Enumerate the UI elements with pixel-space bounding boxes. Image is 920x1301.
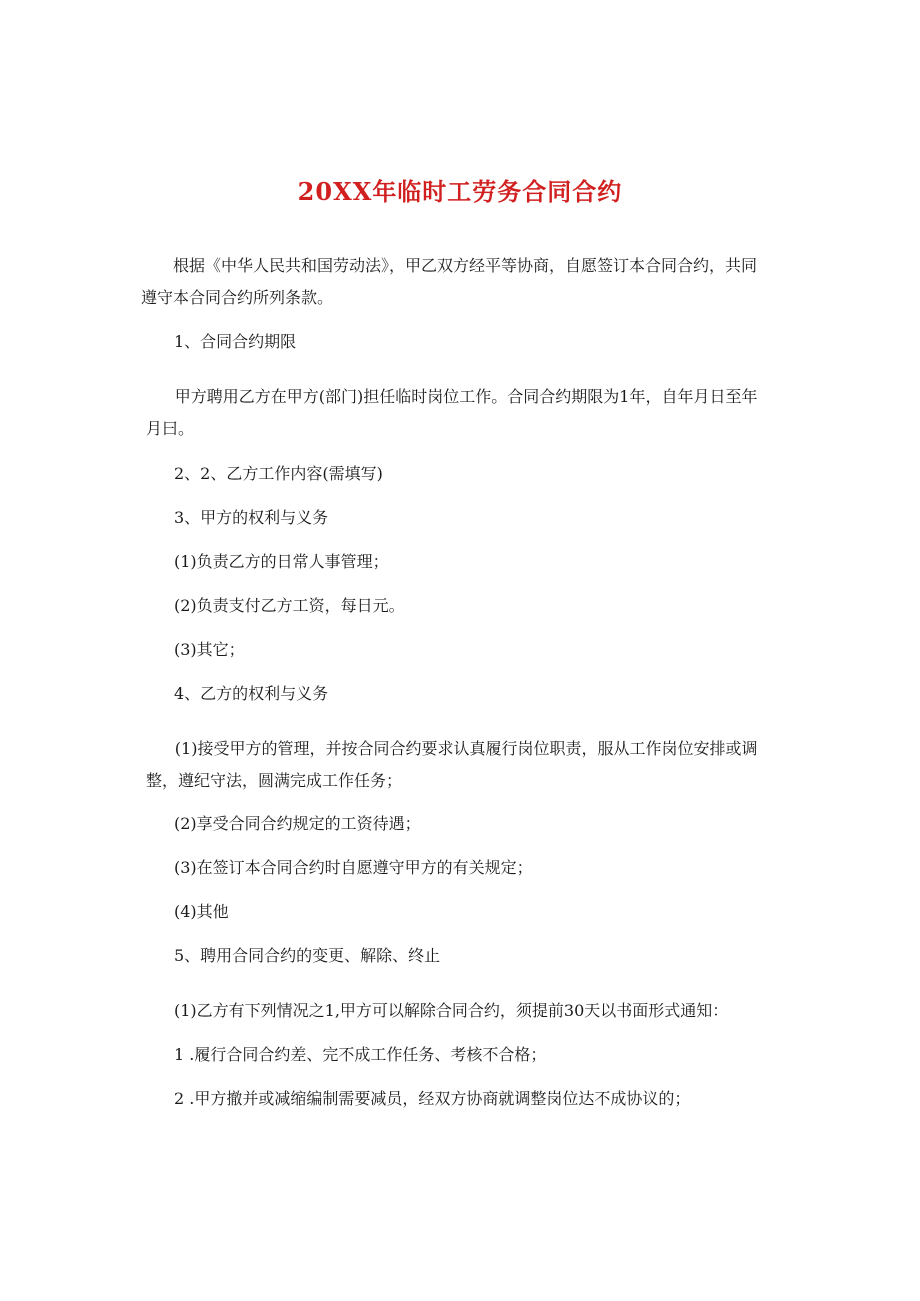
section1-text: 甲方聘用乙方在甲方(部门)担任临时岗位工作。合同合约期限为1年，自年月日至年月曰。 [146,387,758,438]
section1-heading: 1、合同合约期限 [174,332,297,351]
section5-heading: 5、聘用合同合约的变更、解除、终止 [174,946,441,965]
section4-item-2: (2)享受合同合约规定的工资待遇； [174,814,421,833]
section3-item-1: (1)负责乙方的日常人事管理； [174,552,389,571]
section3-item-3: (3)其它； [174,640,245,659]
section4-item-1: (1)接受甲方的管理，并按合同合约要求认真履行岗位职责，服从工作岗位安排或调整，遵纪守法，圆满完成工作任务； [146,739,758,790]
section4-heading: 4、乙方的权利与义务 [174,684,329,703]
section3-item-2: (2)负责支付乙方工资，每日元。 [174,596,405,615]
section5-item-1: (1)乙方有下列情况之1,甲方可以解除合同合约，须提前30天以书面形式通知： [174,1001,729,1020]
section5-sub-1: 1 .履行合同合约差、完不成工作任务、考核不合格； [174,1045,547,1064]
section5-sub-2: 2 .甲方撤并或减缩编制需要减员，经双方协商就调整岗位达不成协议的； [174,1089,691,1108]
section2-heading: 2、2、乙方工作内容(需填写) [174,464,383,483]
intro-paragraph: 根据《中华人民共和国劳动法》，甲乙双方经平等协商，自愿签订本合同合约，共同遵守本合同合约所列条款。 [141,256,758,307]
section3-heading: 3、甲方的权利与义务 [174,508,329,527]
section4-item-3: (3)在签订本合同合约时自愿遵守甲方的有关规定； [174,858,533,877]
document-title: 20XX年临时工劳务合同合约 [297,177,623,206]
section4-item-4: (4)其他 [174,902,229,921]
